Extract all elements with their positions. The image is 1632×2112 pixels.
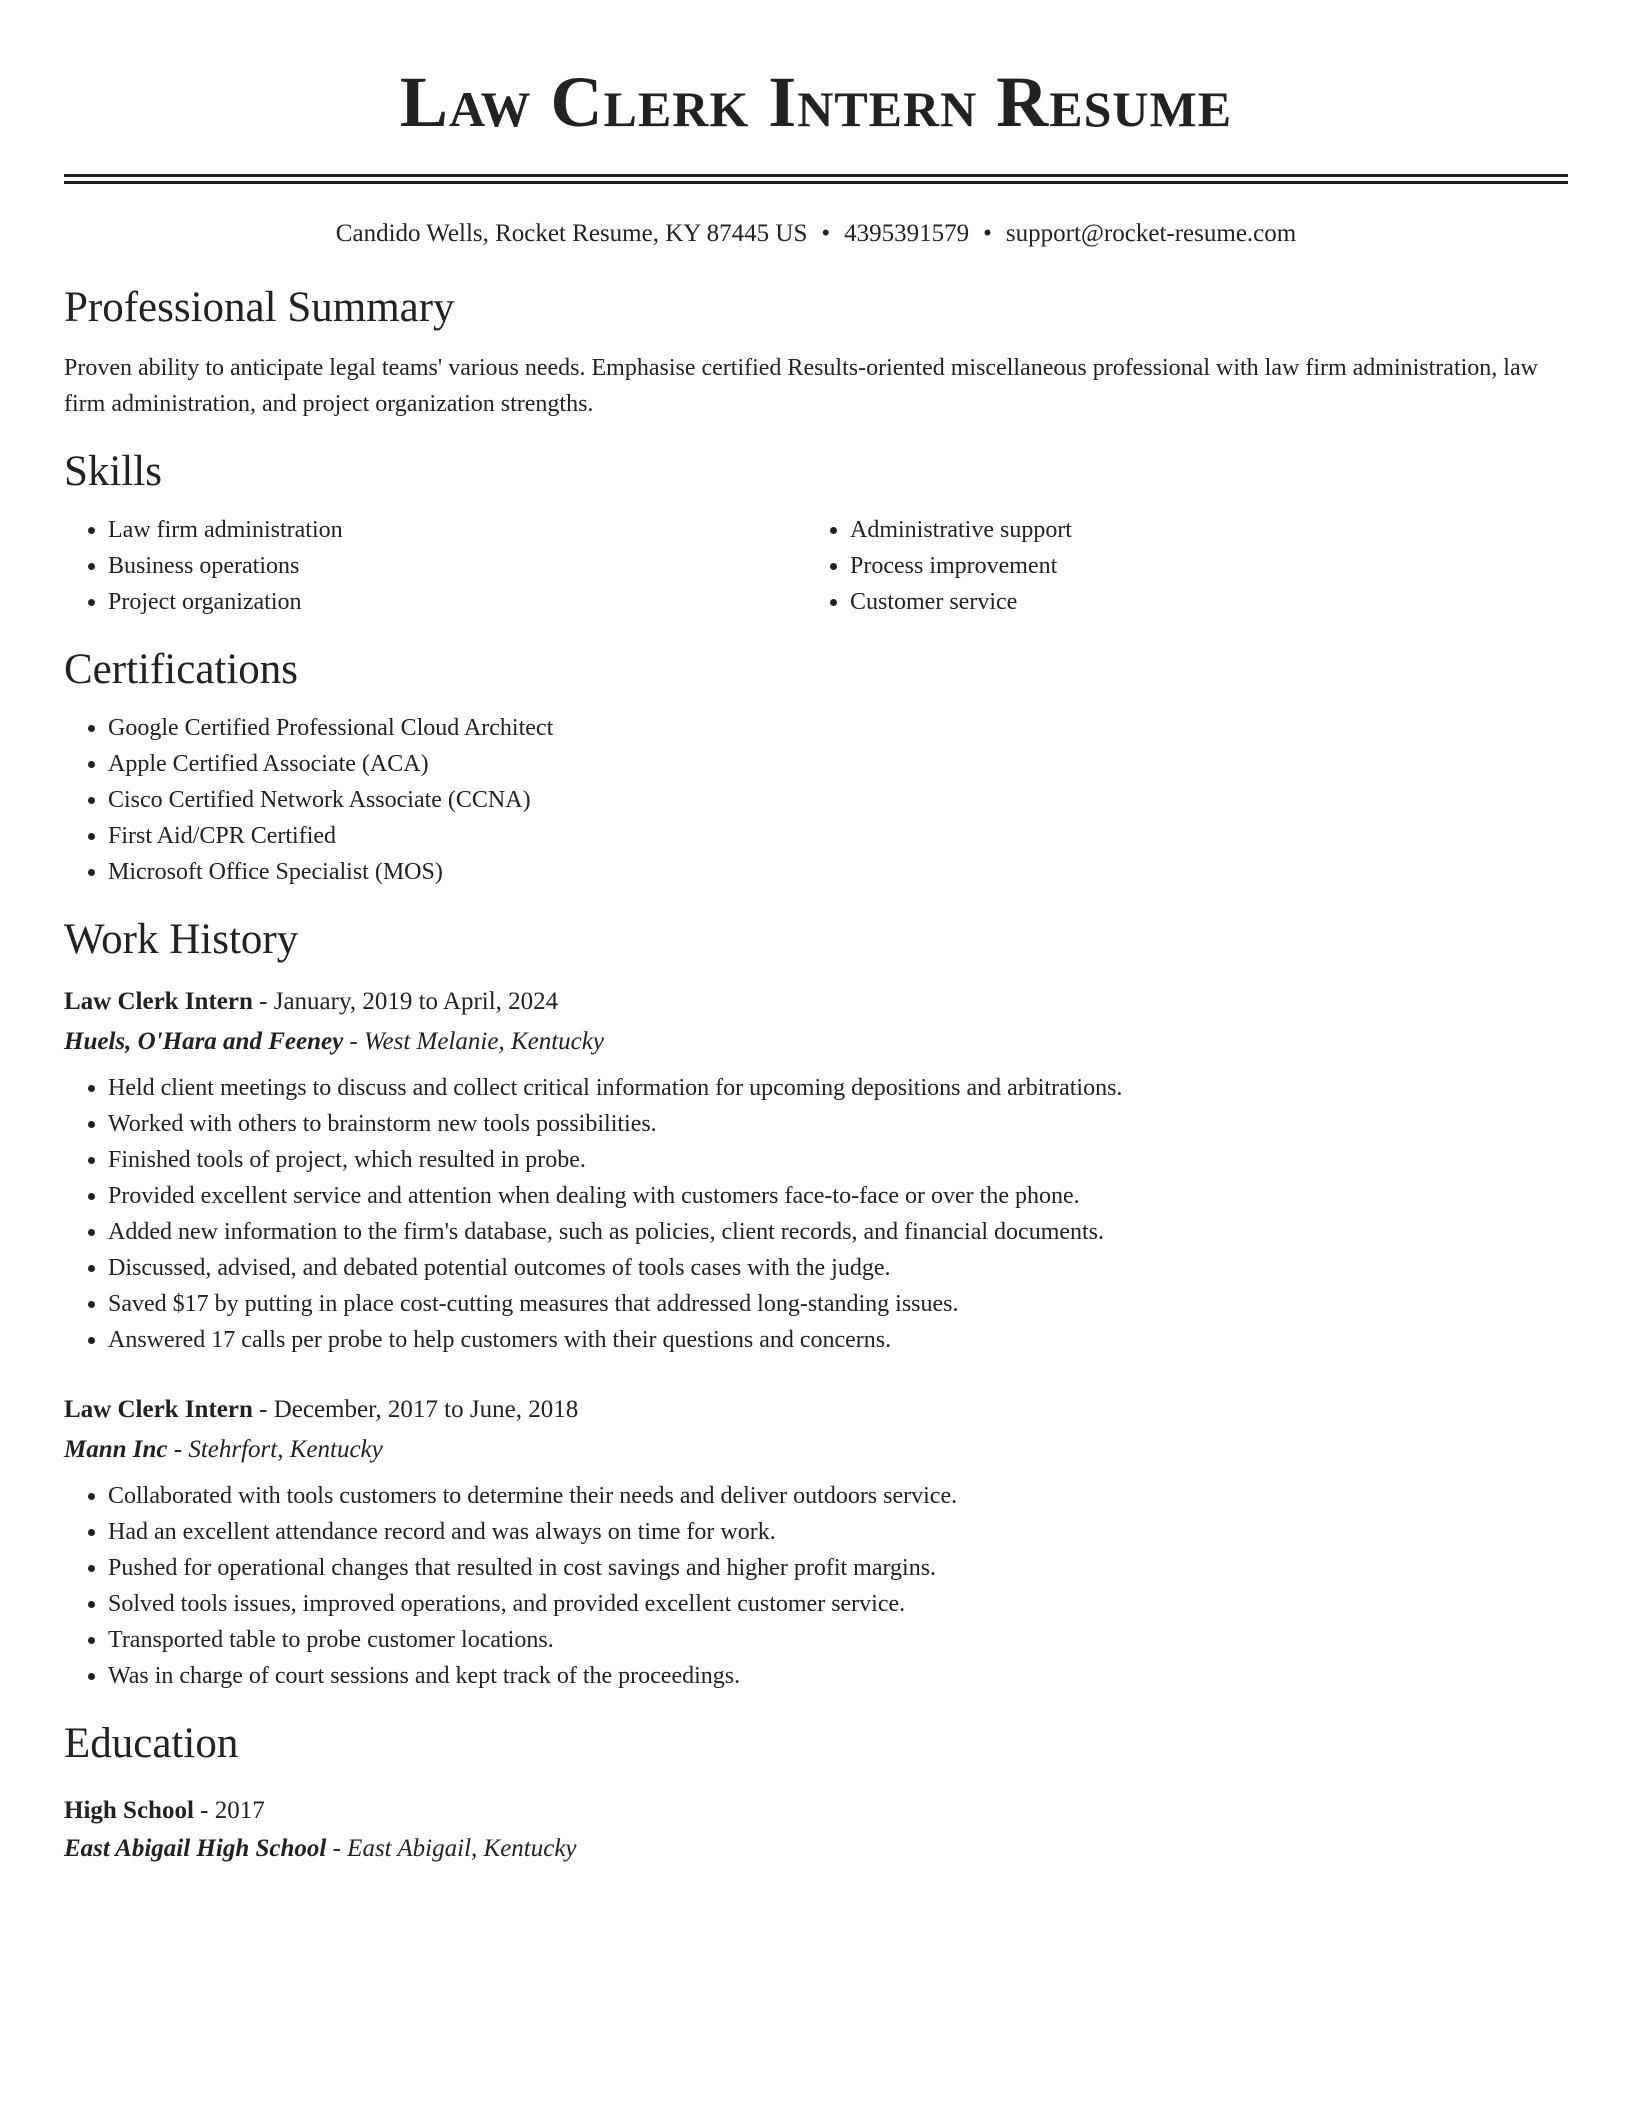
job-bullet: • Collaborated with tools customers to determine their needs and deliver outdoors service. bbox=[108, 1478, 1568, 1514]
job-bullet: • Solved tools issues, improved operations, and provided excellent customer service. bbox=[108, 1586, 1568, 1622]
skill-item: • Law firm administration bbox=[108, 512, 806, 548]
certification-item: • First Aid/CPR Certified bbox=[108, 818, 1568, 854]
job-dates: - December, 2017 to June, 2018 bbox=[252, 1396, 579, 1423]
skill-item: • Project organization bbox=[108, 584, 806, 620]
certifications-list bbox=[64, 710, 1568, 890]
job-bullets bbox=[64, 1478, 1568, 1694]
contact-phone: 4395391579 bbox=[844, 220, 970, 247]
job-bullet: • Transported table to probe customer locations. bbox=[108, 1622, 1568, 1658]
job-dates: - January, 2019 to April, 2024 bbox=[252, 988, 559, 1015]
skill-item: • Administrative support bbox=[850, 512, 1568, 548]
education-year: - 2017 bbox=[193, 1797, 265, 1824]
education-school: East Abigail High School bbox=[64, 1835, 327, 1862]
education-degree-line bbox=[64, 1792, 1568, 1830]
work-history-heading: Work History bbox=[64, 916, 299, 963]
job-bullet: • Answered 17 calls per probe to help customers with their questions and concerns. bbox=[108, 1322, 1568, 1358]
skill-item: • Process improvement bbox=[850, 548, 1568, 584]
education-heading: Education bbox=[64, 1720, 239, 1767]
job-entry bbox=[64, 1390, 1568, 1694]
job-company: Mann Inc bbox=[64, 1436, 168, 1463]
job-title: Law Clerk Intern bbox=[64, 988, 253, 1015]
job-bullet: • Finished tools of project, which resulted in probe. bbox=[108, 1142, 1568, 1178]
contact-separator: • bbox=[821, 220, 831, 247]
skill-item: • Customer service bbox=[850, 584, 1568, 620]
skill-item: • Business operations bbox=[108, 548, 806, 584]
education-degree: High School bbox=[64, 1797, 194, 1824]
certifications-heading: Certifications bbox=[64, 646, 299, 693]
job-bullet: • Pushed for operational changes that resulted in cost savings and higher profit margins. bbox=[108, 1550, 1568, 1586]
job-bullet: • Was in charge of court sessions and kept track of the proceedings. bbox=[108, 1658, 1568, 1694]
skills-heading: Skills bbox=[64, 448, 162, 495]
summary-text: Proven ability to anticipate legal teams' various needs. Emphasise certified Results-oriented miscellaneous professional with law firm administration, law firm administration, and project organization strengths. bbox=[64, 355, 1538, 417]
job-bullet: • Worked with others to brainstorm new tools possibilities. bbox=[108, 1106, 1568, 1142]
job-title: Law Clerk Intern bbox=[64, 1396, 253, 1423]
job-location: - West Melanie, Kentucky bbox=[343, 1028, 604, 1055]
job-bullet: • Added new information to the firm's database, such as policies, client records, and financial documents. bbox=[108, 1214, 1568, 1250]
skills-column-right bbox=[806, 512, 1568, 620]
job-company: Huels, O'Hara and Feeney bbox=[64, 1028, 344, 1055]
job-bullet: • Held client meetings to discuss and collect critical information for upcoming depositions and arbitrations. bbox=[108, 1070, 1568, 1106]
contact-line bbox=[64, 218, 1568, 250]
job-bullets bbox=[64, 1070, 1568, 1358]
job-header bbox=[64, 1390, 1568, 1430]
job-header bbox=[64, 982, 1568, 1022]
skills-list bbox=[64, 512, 1568, 620]
education-location: - East Abigail, Kentucky bbox=[326, 1835, 577, 1862]
certification-item: • Apple Certified Associate (ACA) bbox=[108, 746, 1568, 782]
job-bullet: • Provided excellent service and attention when dealing with customers face-to-face or over the phone. bbox=[108, 1178, 1568, 1214]
job-location: - Stehrfort, Kentucky bbox=[167, 1436, 383, 1463]
certification-item: • Google Certified Professional Cloud Architect bbox=[108, 710, 1568, 746]
resume-title: Law Clerk Intern Resume bbox=[399, 62, 1233, 142]
job-bullet: • Saved $17 by putting in place cost-cutting measures that addressed long-standing issues. bbox=[108, 1286, 1568, 1322]
contact-address: Candido Wells, Rocket Resume, KY 87445 US bbox=[335, 220, 808, 247]
job-bullet: • Discussed, advised, and debated potential outcomes of tools cases with the judge. bbox=[108, 1250, 1568, 1286]
job-employer bbox=[64, 1430, 1568, 1470]
contact-email: support@rocket-resume.com bbox=[1005, 220, 1297, 247]
title-divider bbox=[64, 174, 1568, 184]
job-employer bbox=[64, 1022, 1568, 1062]
contact-separator: • bbox=[983, 220, 992, 247]
education-school-line bbox=[64, 1830, 1568, 1868]
job-entry bbox=[64, 982, 1568, 1358]
skills-column-left bbox=[64, 512, 806, 620]
summary-heading: Professional Summary bbox=[64, 284, 455, 331]
job-bullet: • Had an excellent attendance record and was always on time for work. bbox=[108, 1514, 1568, 1550]
certification-item: • Cisco Certified Network Associate (CCNA) bbox=[108, 782, 1568, 818]
certification-item: • Microsoft Office Specialist (MOS) bbox=[108, 854, 1568, 890]
